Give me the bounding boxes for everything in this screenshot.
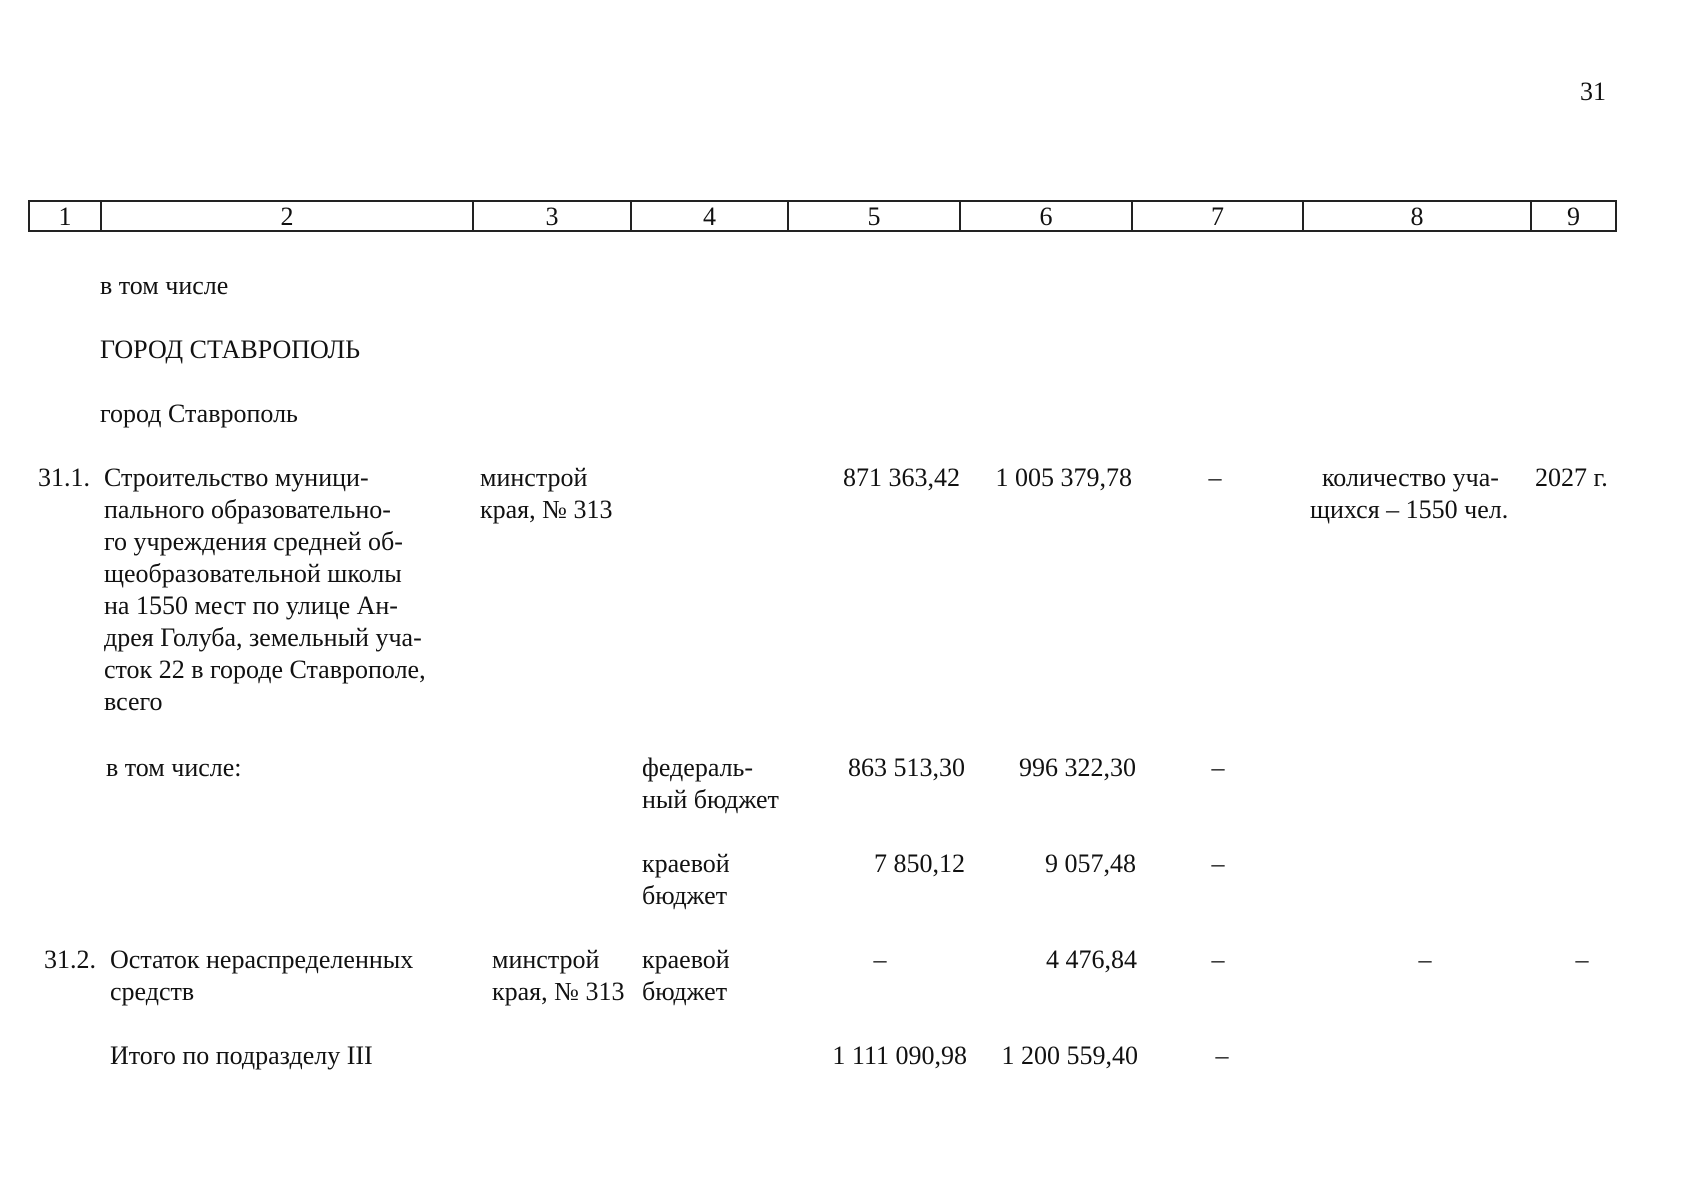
value-col8: – — [1418, 945, 1432, 974]
value-col5: 863 513,30 — [848, 753, 965, 782]
column-number-8: 8 — [1302, 202, 1530, 230]
column-number-9: 9 — [1530, 202, 1615, 230]
including-label: в том числе — [100, 271, 229, 300]
column-number-1: 1 — [58, 202, 72, 231]
object-name: Остаток нераспределенных средств — [110, 945, 414, 1006]
column-number-7: 7 — [1131, 202, 1302, 230]
column-number-3: 3 — [472, 202, 630, 230]
value-col5: 1 111 090,98 — [832, 1041, 967, 1070]
value-col6: 1 200 559,40 — [1001, 1041, 1138, 1070]
customer: минстрой края, № 313 — [480, 463, 613, 524]
value-col9: – — [1575, 945, 1589, 974]
value-col7: – — [1211, 945, 1225, 974]
row-number: 31.1. — [38, 463, 90, 492]
customer: минстрой края, № 313 — [492, 945, 625, 1006]
column-number-4: 4 — [630, 202, 787, 230]
row-number: 31.2. — [44, 945, 96, 974]
value-col5: 871 363,42 — [843, 463, 960, 492]
value-col7: – — [1215, 1041, 1229, 1070]
column-number-2: 2 — [100, 202, 472, 230]
value-col5: 7 850,12 — [874, 849, 965, 878]
page-number: 31 — [1580, 77, 1606, 106]
value-col6: 996 322,30 — [1019, 753, 1136, 782]
city-heading: ГОРОД СТАВРОПОЛЬ — [100, 335, 361, 364]
including-label: в том числе: — [106, 753, 242, 782]
value-col7: – — [1211, 849, 1225, 878]
value-col6: 4 476,84 — [1046, 945, 1137, 974]
capacity: количество уча- щихся – 1550 чел. — [1310, 463, 1509, 524]
completion-year: 2027 г. — [1535, 463, 1608, 492]
column-number-5: 5 — [787, 202, 959, 230]
value-col5: – — [873, 945, 887, 974]
column-number-6: 6 — [959, 202, 1131, 230]
object-name: Строительство муници- пального образовательно- го учреждения средней об- щеобразовательной школы на 1550 мест по улице Ан- дрея Голуба, земельный уча- сток 22 в городе Ставрополе, всего — [104, 463, 426, 716]
city-subheading: город Ставрополь — [100, 399, 298, 428]
funding-source: федераль- ный бюджет — [642, 753, 779, 814]
total-label: Итого по подразделу III — [110, 1041, 373, 1070]
funding-source: краевой бюджет — [642, 945, 730, 1006]
value-col7: – — [1208, 463, 1222, 492]
value-col6: 9 057,48 — [1045, 849, 1136, 878]
value-col7: – — [1211, 753, 1225, 782]
funding-source: краевой бюджет — [642, 849, 730, 910]
column-number-header — [28, 200, 1617, 232]
value-col6: 1 005 379,78 — [995, 463, 1132, 492]
